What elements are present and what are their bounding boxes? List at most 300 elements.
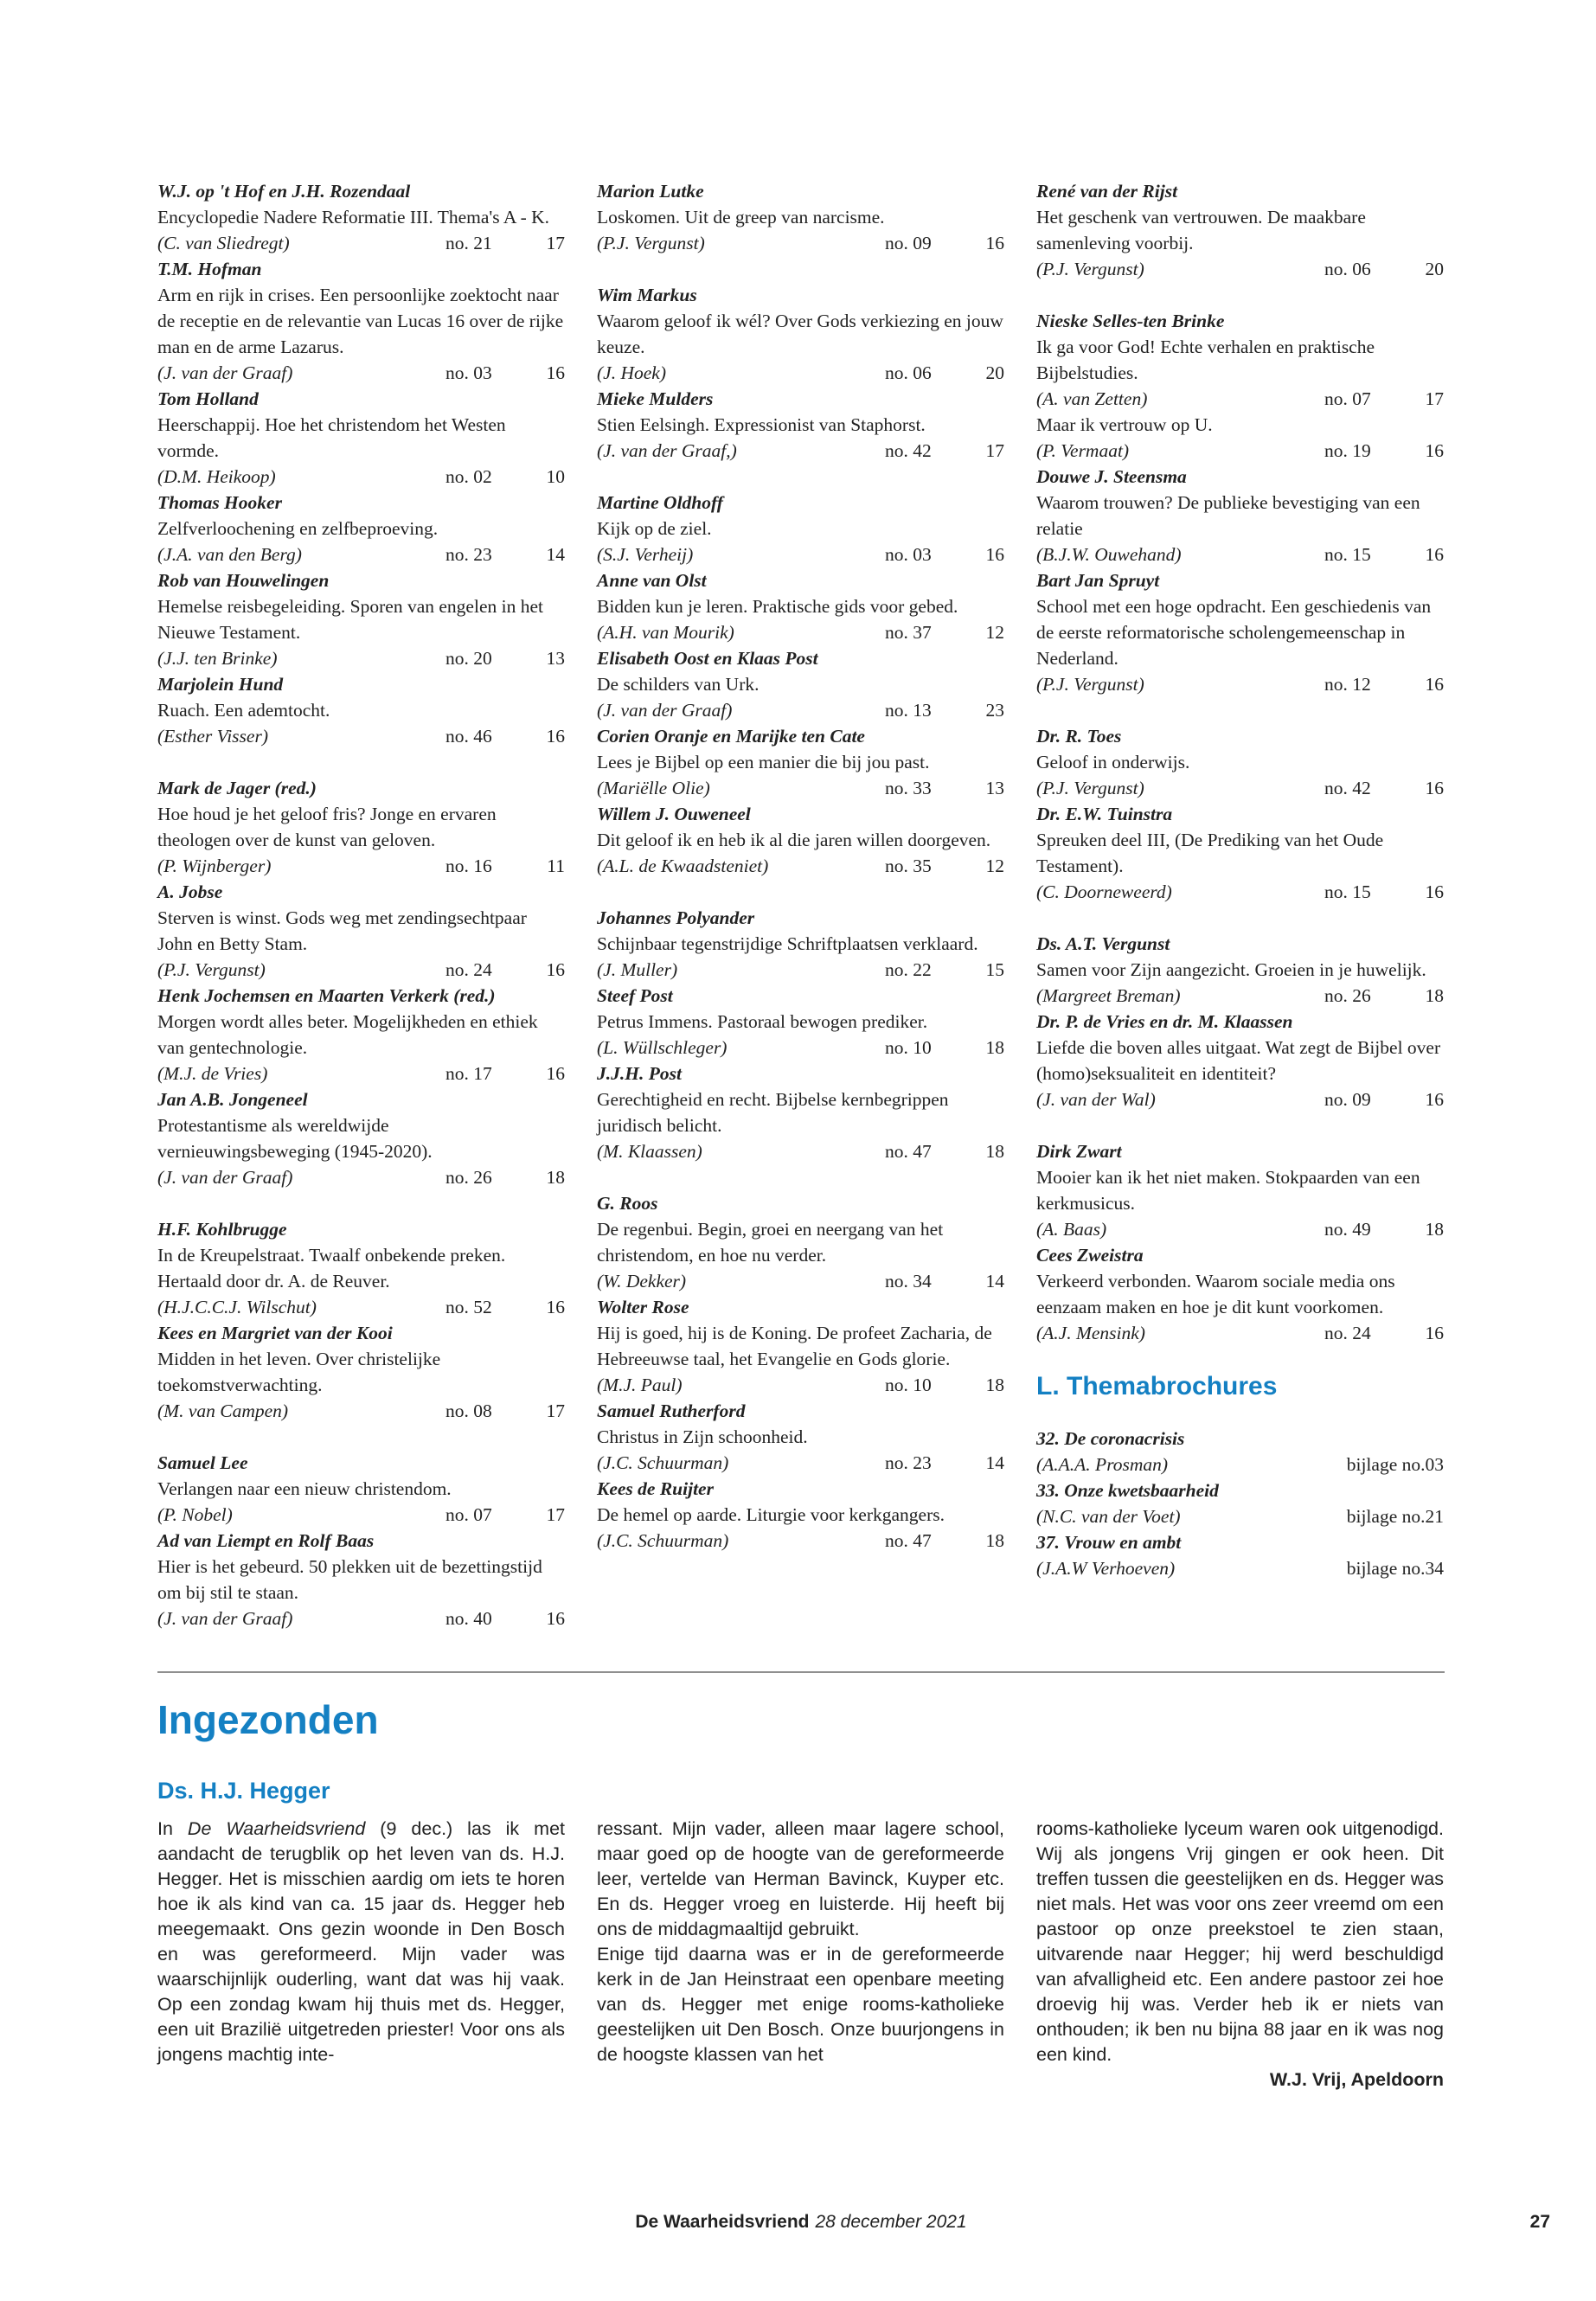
page-number: 27	[1529, 2212, 1550, 2232]
entry-review-line	[597, 230, 1004, 256]
index-entry	[1036, 723, 1444, 801]
entry-reviewer: (D.M. Heikoop)	[157, 466, 276, 487]
entry-title: Hemelse reisbegeleiding. Sporen van engelen in het Nieuwe Testament.	[157, 596, 543, 643]
entry-reviewer: (Esther Visser)	[157, 726, 268, 747]
entry-page-number: 17	[1425, 388, 1444, 409]
entry-author: Dr. E.W. Tuinstra	[1036, 804, 1173, 824]
entry-title: Sterven is winst. Gods weg met zendingsechtpaar John en Betty Stam.	[157, 907, 527, 954]
index-entry	[597, 1061, 1004, 1164]
entry-author: Thomas Hooker	[157, 492, 282, 513]
index-entry	[157, 775, 565, 879]
index-entry	[597, 905, 1004, 983]
entry-reviewer: (B.J.W. Ouwehand)	[1036, 544, 1182, 565]
entry-page-number: 14	[985, 1271, 1004, 1292]
entry-reviewer: (J.J. ten Brinke)	[157, 648, 278, 669]
entry-group	[157, 1216, 565, 1424]
brochure-item	[1036, 1477, 1444, 1529]
entry-author: Willem J. Ouweneel	[597, 804, 751, 824]
entry-reviewer: (P.J. Vergunst)	[1036, 674, 1144, 695]
entry-issue-number: no. 46	[445, 726, 492, 747]
brochure-bijlage: bijlage no.34	[1346, 1558, 1444, 1579]
entry-reviewer: (A.H. van Mourik)	[597, 622, 734, 643]
entry-review-line	[157, 853, 565, 879]
entry-reviewer: (J.A. van den Berg)	[157, 544, 302, 565]
index-entry	[1036, 1138, 1444, 1242]
index-entry	[157, 256, 565, 386]
entry-group	[1036, 1138, 1444, 1346]
entry-reviewer: (M.J. Paul)	[597, 1375, 683, 1395]
book-index	[157, 178, 1445, 1631]
entry-issue-number: no. 12	[1324, 674, 1371, 695]
entry-issue-number: no. 47	[885, 1530, 932, 1551]
entry-author: Kees en Margriet van der Kooi	[157, 1323, 393, 1343]
entry-page-number: 20	[985, 362, 1004, 383]
entry-review-line	[597, 542, 1004, 567]
entry-issue-number: no. 15	[1324, 544, 1371, 565]
letter-column	[157, 1817, 565, 2093]
entry-issue-number: no. 34	[885, 1271, 932, 1292]
entry-page-number: 12	[985, 622, 1004, 643]
entry-review-line	[597, 619, 1004, 645]
brochure-reviewer: (A.A.A. Prosman)	[1036, 1454, 1169, 1475]
entry-title: Schijnbaar tegenstrijdige Schriftplaatsen verklaard.	[597, 933, 978, 954]
index-entry	[1036, 178, 1444, 282]
entry-author: Henk Jochemsen en Maarten Verkerk (red.)	[157, 985, 496, 1006]
entry-review-line	[1036, 1320, 1444, 1346]
entry-page-number: 14	[546, 544, 565, 565]
entry-review-line	[157, 230, 565, 256]
index-entry	[1036, 464, 1444, 567]
index-entry	[597, 282, 1004, 386]
entry-reviewer: (J.C. Schuurman)	[597, 1530, 729, 1551]
entry-author: Cees Zweistra	[1036, 1245, 1144, 1266]
entry-group	[1036, 178, 1444, 282]
footer-title	[157, 2211, 1445, 2234]
entry-page-number: 17	[546, 1504, 565, 1525]
index-entry	[1036, 801, 1444, 905]
entry-page-number: 12	[985, 856, 1004, 876]
index-entry	[1036, 567, 1444, 697]
entry-title: De schilders van Urk.	[597, 674, 760, 695]
entry-page-number: 16	[1425, 1323, 1444, 1343]
entry-title: Ik ga voor God! Echte verhalen en praktische Bijbelstudies.	[1036, 336, 1375, 383]
entry-title: Petrus Immens. Pastoraal bewogen prediker.	[597, 1011, 928, 1032]
entry-reviewer: (J. Hoek)	[597, 362, 666, 383]
brochure-title: 33. Onze kwetsbaarheid	[1036, 1480, 1219, 1501]
entry-reviewer: (J. van der Graaf)	[157, 362, 293, 383]
entry-author: Dirk Zwart	[1036, 1141, 1122, 1162]
entry-page-number: 18	[985, 1375, 1004, 1395]
entry-review-line	[1036, 1086, 1444, 1112]
entry-title: Hoe houd je het geloof fris? Jonge en ervaren theologen over de kunst van geloven.	[157, 804, 497, 850]
entry-title: Christus in Zijn schoonheid.	[597, 1426, 808, 1447]
letter-paragraph	[157, 1817, 565, 2067]
entry-page-number: 17	[985, 440, 1004, 461]
letter-text: Enige tijd daarna was er in de gereformeerde kerk in de Jan Heinstraat een openbare meeting van ds. Hegger met enige rooms-katholieke geestelijken uit Den Bosch. Onze buurjongens in de hoogste klassen van het	[597, 1944, 1004, 2065]
brochure-item	[1036, 1426, 1444, 1477]
index-entry	[157, 386, 565, 490]
entry-title: Kijk op de ziel.	[597, 518, 712, 539]
entry-title: Loskomen. Uit de greep van narcisme.	[597, 207, 885, 228]
entry-review-line	[1036, 256, 1444, 282]
letter-body	[157, 1817, 1445, 2093]
entry-page-number: 16	[546, 362, 565, 383]
entry-review-line	[157, 542, 565, 567]
entry-issue-number: no. 06	[885, 362, 932, 383]
entry-issue-number: no. 26	[445, 1167, 492, 1188]
entry-reviewer: (A. van Zetten)	[1036, 388, 1148, 409]
entry-issue-number: no. 17	[445, 1063, 492, 1084]
entry-title: Midden in het leven. Over christelijke toekomstverwachting.	[157, 1349, 441, 1395]
entry-reviewer: (L. Wüllschleger)	[597, 1037, 727, 1058]
entry-author: W.J. op 't Hof en J.H. Rozendaal	[157, 181, 411, 202]
entry-review-line	[157, 360, 565, 386]
page-footer	[157, 2211, 1550, 2234]
entry-page-number: 18	[1425, 1219, 1444, 1240]
entry-reviewer: (J. van der Graaf)	[157, 1167, 293, 1188]
entry-reviewer: (P. Wijnberger)	[157, 856, 272, 876]
entry-page-number: 16	[1425, 1089, 1444, 1110]
entry-review-line	[597, 438, 1004, 464]
entry-title: Morgen wordt alles beter. Mogelijkheden en ethiek van gentechnologie.	[157, 1011, 538, 1058]
index-entry	[1036, 931, 1444, 1009]
entry-review-line	[157, 1061, 565, 1086]
entry-page-number: 16	[546, 1297, 565, 1317]
entry-page-number: 20	[1425, 259, 1444, 279]
entry-review-line	[157, 1502, 565, 1528]
entry-reviewer: (Mariëlle Olie)	[597, 778, 710, 798]
letter-text: (9 dec.) las ik met aandacht de terugblik op het leven van ds. H.J. Hegger. Het is misschien aardig om iets te horen hoe ik als kind van ca. 15 jaar ds. Hegger heb meegemaakt. Ons gezin woonde in Den Bosch en was gereformeerd. Mijn vader was waarschijnlijk ouderling, want dat was hij vaak. Op een zondag kwam hij thuis met ds. Hegger, een uit Brazilië uitgetreden priester! Voor ons als jongens machtig inte-	[157, 1818, 565, 2065]
entry-issue-number: no. 24	[1324, 1323, 1371, 1343]
index-entry	[597, 645, 1004, 723]
entry-page-number: 10	[546, 466, 565, 487]
letter-paragraph	[1036, 1817, 1444, 2067]
entry-author: Ds. A.T. Vergunst	[1036, 933, 1170, 954]
entry-author: A. Jobse	[157, 881, 223, 902]
entry-page-number: 18	[1425, 985, 1444, 1006]
letter-column	[597, 1817, 1004, 2093]
entry-issue-number: no. 23	[445, 544, 492, 565]
entry-title: Heerschappij. Hoe het christendom het Westen vormde.	[157, 414, 506, 461]
entry-reviewer: (P.J. Vergunst)	[157, 959, 266, 980]
entry-author: Douwe J. Steensma	[1036, 466, 1187, 487]
entry-issue-number: no. 49	[1324, 1219, 1371, 1240]
magazine-name: De Waarheidsvriend	[635, 2212, 810, 2232]
index-entry	[597, 386, 1004, 464]
brochure-title: 37. Vrouw en ambt	[1036, 1532, 1182, 1553]
entry-review-line	[597, 360, 1004, 386]
index-entry	[157, 490, 565, 567]
entry-page-number: 18	[985, 1037, 1004, 1058]
letter-author-heading: Ds. H.J. Hegger	[157, 1778, 330, 1804]
entry-title: Hij is goed, hij is de Koning. De profeet Zacharia, de Hebreeuwse taal, het Evangelie en Gods glorie.	[597, 1323, 992, 1369]
index-entry	[157, 567, 565, 671]
entry-group	[157, 1450, 565, 1631]
entry-reviewer: (J. van der Graaf,)	[597, 440, 737, 461]
brochure-reviewer: (J.A.W Verhoeven)	[1036, 1558, 1176, 1579]
entry-issue-number: no. 07	[1324, 388, 1371, 409]
index-entry	[157, 1450, 565, 1528]
entry-issue-number: no. 06	[1324, 259, 1371, 279]
entry-author: H.F. Kohlbrugge	[157, 1219, 287, 1240]
entry-reviewer: (J. van der Graaf)	[597, 700, 733, 721]
index-entry	[157, 1216, 565, 1320]
entry-review-line	[1036, 542, 1444, 567]
index-entry	[597, 723, 1004, 801]
entry-review-line	[157, 957, 565, 983]
entry-group	[157, 775, 565, 1190]
entry-reviewer: (P.J. Vergunst)	[1036, 778, 1144, 798]
index-column	[597, 178, 1004, 1631]
entry-issue-number: no. 03	[445, 362, 492, 383]
entry-review-line	[597, 1268, 1004, 1294]
entry-author: Martine Oldhoff	[597, 492, 723, 513]
entry-issue-number: no. 42	[885, 440, 932, 461]
themabrochures-heading: L. Themabrochures	[1036, 1372, 1278, 1400]
entry-reviewer: (H.J.C.C.J. Wilschut)	[157, 1297, 317, 1317]
entry-issue-number: no. 52	[445, 1297, 492, 1317]
entry-author: Johannes Polyander	[597, 907, 755, 928]
entry-page-number: 16	[546, 1063, 565, 1084]
entry-reviewer: (M. Klaassen)	[597, 1141, 702, 1162]
entry-review-line	[1036, 983, 1444, 1009]
brochure-line	[1036, 1503, 1444, 1529]
entry-title: De regenbui. Begin, groei en neergang van het christendom, en hoe nu verder.	[597, 1219, 944, 1266]
brochure-bijlage: bijlage no.21	[1346, 1506, 1444, 1527]
entry-page-number: 16	[985, 233, 1004, 253]
entry-review-line	[1036, 671, 1444, 697]
entry-reviewer: (J. Muller)	[597, 959, 678, 980]
entry-author: Marjolein Hund	[157, 674, 284, 695]
entry-author: Samuel Lee	[157, 1452, 248, 1473]
entry-review-line	[597, 1035, 1004, 1061]
entry-title: Bidden kun je leren. Praktische gids voor gebed.	[597, 596, 958, 617]
entry-page-number: 16	[1425, 544, 1444, 565]
entry-issue-number: no. 09	[1324, 1089, 1371, 1110]
entry-reviewer: (W. Dekker)	[597, 1271, 687, 1292]
entry-title: Mooier kan ik het niet maken. Stokpaarden van een kerkmusicus.	[1036, 1167, 1420, 1214]
entry-title: Zelfverloochening en zelfbeproeving.	[157, 518, 439, 539]
entry-author: Nieske Selles-ten Brinke	[1036, 311, 1225, 331]
index-entry	[597, 1398, 1004, 1476]
entry-group	[597, 1190, 1004, 1554]
entry-page-number: 16	[1425, 440, 1444, 461]
entry-author: Wolter Rose	[597, 1297, 689, 1317]
entry-page-number: 17	[546, 233, 565, 253]
entry-author: Marion Lutke	[597, 181, 704, 202]
entry-author: Corien Oranje en Marijke ten Cate	[597, 726, 865, 747]
page-content	[157, 178, 1445, 2093]
entry-review-line	[157, 723, 565, 749]
entry-reviewer: (P.J. Vergunst)	[597, 233, 705, 253]
entry-issue-number: no. 10	[885, 1037, 932, 1058]
entry-issue-number: no. 35	[885, 856, 932, 876]
letter-signature: W.J. Vrij, Apeldoorn	[1269, 2069, 1444, 2090]
entry-issue-number: no. 19	[1324, 440, 1371, 461]
index-entry	[157, 983, 565, 1086]
letter-paragraph	[597, 1817, 1004, 1942]
entry-author: Jan A.B. Jongeneel	[157, 1089, 308, 1110]
entry-issue-number: no. 21	[445, 233, 492, 253]
index-entry	[157, 671, 565, 749]
entry-issue-number: no. 37	[885, 622, 932, 643]
letter-text: In	[157, 1818, 188, 1839]
entry-group	[1036, 931, 1444, 1112]
entry-issue-number: no. 22	[885, 959, 932, 980]
entry-title: Arm en rijk in crises. Een persoonlijke zoektocht naar de receptie en de relevantie van Lucas 16 over de rijke man en de arme Lazarus.	[157, 285, 564, 357]
entry-review-line	[1036, 386, 1444, 412]
entry-review-line	[157, 1606, 565, 1631]
entry-reviewer: (S.J. Verheij)	[597, 544, 694, 565]
entry-group	[597, 178, 1004, 256]
entry-issue-number: no. 20	[445, 648, 492, 669]
entry-reviewer: (Margreet Breman)	[1036, 985, 1181, 1006]
entry-page-number: 23	[985, 700, 1004, 721]
entry-title: Geloof in onderwijs.	[1036, 752, 1190, 772]
entry-page-number: 16	[1425, 778, 1444, 798]
entry-issue-number: no. 15	[1324, 881, 1371, 902]
entry-review-line	[597, 1528, 1004, 1554]
index-entry	[597, 1294, 1004, 1398]
entry-page-number: 11	[547, 856, 565, 876]
entry-title: De hemel op aarde. Liturgie voor kerkgangers.	[597, 1504, 945, 1525]
section-divider	[157, 1671, 1445, 1673]
entry-reviewer: (A.J. Mensink)	[1036, 1323, 1145, 1343]
entry-page-number: 16	[546, 1608, 565, 1629]
entry-review-line	[157, 464, 565, 490]
index-entry	[597, 1476, 1004, 1554]
index-entry	[597, 490, 1004, 567]
entry-group	[597, 490, 1004, 879]
entry-issue-number: no. 13	[885, 700, 932, 721]
letter-text: ressant. Mijn vader, alleen maar lagere school, maar goed op de hoogte van de gereformeerde leer, vertelde van Herman Bavinck, Kuyper etc. En ds. Hegger vroeg en luisterde. Hij heeft bij ons de middagmaaltijd gebruikt.	[597, 1818, 1004, 1939]
letter-paragraph	[597, 1942, 1004, 2067]
entry-reviewer: (P. Vermaat)	[1036, 440, 1130, 461]
entry-title: Lees je Bijbel op een manier die bij jou past.	[597, 752, 930, 772]
entry-title: Verlangen naar een nieuw christendom.	[157, 1478, 452, 1499]
entry-title: Hier is het gebeurd. 50 plekken uit de bezettingstijd om bij stil te staan.	[157, 1556, 542, 1603]
entry-title: School met een hoge opdracht. Een geschiedenis van de eerste reformatorische scholengemeenschap in Nederland.	[1036, 596, 1432, 669]
index-entry	[157, 1528, 565, 1631]
entry-review-line	[1036, 438, 1444, 464]
entry-issue-number: no. 33	[885, 778, 932, 798]
entry-page-number: 16	[546, 959, 565, 980]
entry-title: In de Kreupelstraat. Twaalf onbekende preken. Hertaald door dr. A. de Reuver.	[157, 1245, 506, 1292]
entry-title: Verkeerd verbonden. Waarom sociale media ons eenzaam maken en hoe je dit kunt voorkomen.	[1036, 1271, 1395, 1317]
index-entry	[157, 879, 565, 983]
entry-title: Stien Eelsingh. Expressionist van Staphorst.	[597, 414, 926, 435]
index-entry	[1036, 1242, 1444, 1346]
entry-reviewer: (A.L. de Kwaadsteniet)	[597, 856, 769, 876]
entry-page-number: 16	[985, 544, 1004, 565]
entry-reviewer: (M.J. de Vries)	[157, 1063, 268, 1084]
index-column	[157, 178, 565, 1631]
entry-author: Bart Jan Spruyt	[1036, 570, 1160, 591]
entry-review-line	[597, 1138, 1004, 1164]
entry-review-line	[597, 1372, 1004, 1398]
index-entry	[597, 178, 1004, 256]
entry-reviewer: (C. Doorneweerd)	[1036, 881, 1172, 902]
letter-column	[1036, 1817, 1444, 2093]
entry-reviewer: (J. van der Wal)	[1036, 1089, 1156, 1110]
entry-title: Gerechtigheid en recht. Bijbelse kernbegrippen juridisch belicht.	[597, 1089, 949, 1136]
entry-review-line	[1036, 879, 1444, 905]
entry-page-number: 16	[546, 726, 565, 747]
entry-page-number: 17	[546, 1400, 565, 1421]
entry-title: Spreuken deel III, (De Prediking van het Oude Testament).	[1036, 830, 1384, 876]
entry-author: Samuel Rutherford	[597, 1400, 746, 1421]
entry-author: Mieke Mulders	[597, 388, 714, 409]
entry-page-number: 14	[985, 1452, 1004, 1473]
entry-reviewer: (C. van Sliedregt)	[157, 233, 290, 253]
entry-page-number: 13	[985, 778, 1004, 798]
entry-group	[1036, 723, 1444, 905]
entry-reviewer: (J.C. Schuurman)	[597, 1452, 729, 1473]
entry-issue-number: no. 42	[1324, 778, 1371, 798]
entry-title: Ruach. Een ademtocht.	[157, 700, 330, 721]
entry-review-line	[597, 697, 1004, 723]
entry-page-number: 16	[1425, 674, 1444, 695]
entry-issue-number: no. 07	[445, 1504, 492, 1525]
index-entry	[597, 801, 1004, 879]
entry-review-line	[597, 853, 1004, 879]
entry-issue-number: no. 47	[885, 1141, 932, 1162]
entry-page-number: 18	[985, 1141, 1004, 1162]
entry-author: Dr. P. de Vries en dr. M. Klaassen	[1036, 1011, 1293, 1032]
entry-review-line	[1036, 1216, 1444, 1242]
index-entry	[597, 567, 1004, 645]
index-entry	[157, 178, 565, 256]
entry-author: J.J.H. Post	[597, 1063, 682, 1084]
brochure-line	[1036, 1452, 1444, 1477]
entry-review-line	[157, 1398, 565, 1424]
entry-page-number: 18	[546, 1167, 565, 1188]
entry-author: Elisabeth Oost en Klaas Post	[597, 648, 818, 669]
letter-text-italic: De Waarheidsvriend	[187, 1818, 366, 1839]
entry-title: Het geschenk van vertrouwen. De maakbare samenleving voorbij.	[1036, 207, 1366, 253]
entry-title: Samen voor Zijn aangezicht. Groeien in je huwelijk.	[1036, 959, 1426, 980]
entry-review-line	[597, 775, 1004, 801]
entry-group	[597, 282, 1004, 464]
entry-issue-number: no. 10	[885, 1375, 932, 1395]
footer-date: 28 december 2021	[815, 2212, 967, 2232]
brochure-bijlage: bijlage no.03	[1346, 1454, 1444, 1475]
entry-review-line	[157, 1164, 565, 1190]
entry-author: Steef Post	[597, 985, 673, 1006]
entry-issue-number: no. 24	[445, 959, 492, 980]
entry-author: Wim Markus	[597, 285, 697, 305]
entry-issue-number: no. 40	[445, 1608, 492, 1629]
index-column	[1036, 178, 1444, 1631]
entry-author: Rob van Houwelingen	[157, 570, 330, 591]
entry-title: Protestantisme als wereldwijde vernieuwingsbeweging (1945-2020).	[157, 1115, 433, 1162]
brochure-line	[1036, 1555, 1444, 1581]
entry-review-line	[597, 1450, 1004, 1476]
entry-author: Ad van Liempt en Rolf Baas	[157, 1530, 375, 1551]
index-entry	[1036, 1009, 1444, 1112]
entry-group	[597, 905, 1004, 1164]
entry-author: Mark de Jager (red.)	[157, 778, 317, 798]
entry-page-number: 18	[985, 1530, 1004, 1551]
index-entry	[597, 1190, 1004, 1294]
entry-issue-number: no. 16	[445, 856, 492, 876]
entry-author: Kees de Ruijter	[597, 1478, 714, 1499]
section-heading-ingezonden: Ingezonden	[157, 1697, 379, 1742]
entry-group	[1036, 308, 1444, 697]
entry-review-line	[157, 1294, 565, 1320]
letter-text: rooms-katholieke lyceum waren ook uitgenodigd. Wij als jongens Vrij gingen er ook heen. Dit treffen tussen die geestelijken en ds. Hegger was niet mals. Het was voor ons zeer vreemd om een pastoor op onze preekstoel te zien staan, uitvarende naar Hegger; hij werd beschuldigd van afvalligheid etc. Een andere pastoor zei hoe droevig hij was. Verder heb ik er niets van onthouden; ik ben nu bijna 88 jaar en ik was nog een kind.	[1036, 1818, 1444, 2065]
entry-issue-number: no. 08	[445, 1400, 492, 1421]
